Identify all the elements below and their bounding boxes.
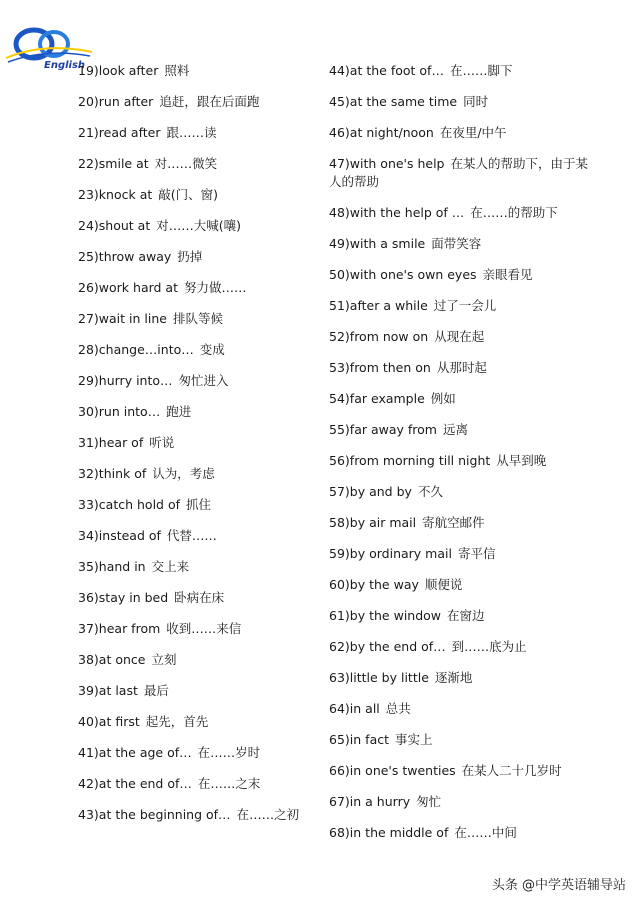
entry-meaning: 追赶，跟在后面跑 bbox=[159, 94, 260, 109]
entry-number: 20) bbox=[78, 94, 99, 109]
phrase-entry bbox=[78, 620, 318, 651]
entry-phrase: with one's help bbox=[349, 156, 445, 171]
entry-meaning: 在……中间 bbox=[454, 825, 517, 840]
phrase-entry bbox=[78, 589, 318, 620]
entry-phrase: throw away bbox=[98, 249, 172, 264]
entry-meaning: 在窗边 bbox=[447, 608, 485, 623]
phrase-entry bbox=[329, 328, 599, 359]
entry-meaning: 跟……读 bbox=[166, 125, 217, 140]
entry-meaning: 听说 bbox=[149, 435, 175, 450]
entry-meaning: 事实上 bbox=[395, 732, 433, 747]
phrase-entry bbox=[329, 731, 599, 762]
entry-number: 30) bbox=[78, 404, 99, 419]
entry-phrase: knock at bbox=[98, 187, 153, 202]
entry-meaning: 在……之初 bbox=[236, 807, 300, 822]
entry-meaning: 从早到晚 bbox=[496, 453, 547, 468]
phrase-entry bbox=[78, 775, 318, 806]
entry-meaning: 立刻 bbox=[151, 652, 177, 667]
entry-meaning: 对……微笑 bbox=[154, 156, 218, 171]
entry-number: 42) bbox=[78, 776, 99, 791]
entry-number: 29) bbox=[78, 373, 99, 388]
entry-phrase: run after bbox=[98, 94, 154, 109]
entry-meaning: 同时 bbox=[463, 94, 489, 109]
phrase-entry bbox=[78, 279, 318, 310]
entry-phrase: stay in bed bbox=[98, 590, 169, 605]
phrase-entry bbox=[329, 514, 599, 545]
phrase-entry bbox=[329, 235, 599, 266]
phrase-entry bbox=[78, 651, 318, 682]
logo-text: English bbox=[44, 60, 86, 71]
entry-meaning: 抓住 bbox=[186, 497, 212, 512]
entry-meaning: 寄航空邮件 bbox=[422, 515, 485, 530]
entry-meaning: 在某人的帮助下，由于某人的帮助 bbox=[329, 156, 589, 189]
entry-number: 28) bbox=[78, 342, 99, 357]
entry-meaning: 在夜里/中午 bbox=[439, 125, 507, 140]
phrase-entry bbox=[329, 421, 599, 452]
entry-phrase: by ordinary mail bbox=[349, 546, 452, 561]
entry-number: 24) bbox=[78, 218, 99, 233]
entry-phrase: in fact bbox=[349, 732, 389, 747]
entry-number: 22) bbox=[78, 156, 99, 171]
entry-meaning: 顺便说 bbox=[424, 577, 463, 592]
entry-number: 51) bbox=[329, 298, 350, 313]
entry-number: 50) bbox=[329, 267, 350, 282]
entry-phrase: from morning till night bbox=[349, 453, 491, 468]
entry-meaning: 在某人二十几岁时 bbox=[461, 763, 562, 778]
entry-meaning: 努力做…… bbox=[184, 280, 247, 295]
entry-phrase: at last bbox=[98, 683, 138, 698]
entry-phrase: shout at bbox=[98, 218, 151, 233]
entry-phrase: by the end of… bbox=[349, 639, 446, 654]
entry-meaning: 敲(门、窗) bbox=[158, 187, 219, 202]
entry-number: 64) bbox=[329, 701, 350, 716]
phrase-list-left bbox=[78, 62, 318, 837]
phrase-entry bbox=[78, 310, 318, 341]
phrase-entry bbox=[78, 217, 318, 248]
phrase-entry bbox=[329, 359, 599, 390]
entry-phrase: by the way bbox=[349, 577, 419, 592]
entry-phrase: with a smile bbox=[349, 236, 426, 251]
entry-phrase: change…into… bbox=[98, 342, 194, 357]
entry-number: 23) bbox=[78, 187, 99, 202]
entry-phrase: wait in line bbox=[98, 311, 167, 326]
phrase-entry bbox=[78, 341, 318, 372]
phrase-entry bbox=[329, 62, 599, 93]
entry-phrase: at the same time bbox=[349, 94, 458, 109]
phrase-entry bbox=[78, 465, 318, 496]
phrase-entry bbox=[78, 496, 318, 527]
phrase-entry bbox=[329, 545, 599, 576]
entry-phrase: far away from bbox=[349, 422, 437, 437]
entry-phrase: little by little bbox=[349, 670, 429, 685]
phrase-entry bbox=[78, 682, 318, 713]
entry-phrase: hand in bbox=[98, 559, 146, 574]
phrase-entry bbox=[78, 186, 318, 217]
phrase-entry bbox=[329, 762, 599, 793]
phrase-entry bbox=[78, 124, 318, 155]
entry-phrase: read after bbox=[98, 125, 161, 140]
entry-phrase: hear of bbox=[98, 435, 144, 450]
phrase-entry bbox=[78, 93, 318, 124]
entry-meaning: 交上来 bbox=[151, 559, 190, 574]
entry-meaning: 逐渐地 bbox=[434, 670, 473, 685]
entry-phrase: at the foot of… bbox=[349, 63, 444, 78]
entry-meaning: 过了一会儿 bbox=[433, 298, 497, 313]
entry-phrase: at once bbox=[98, 652, 146, 667]
phrase-entry bbox=[78, 806, 318, 837]
entry-meaning: 代替…… bbox=[166, 528, 217, 543]
entry-phrase: after a while bbox=[349, 298, 428, 313]
entry-number: 38) bbox=[78, 652, 99, 667]
entry-number: 33) bbox=[78, 497, 99, 512]
entry-phrase: in one's twenties bbox=[349, 763, 456, 778]
phrase-entry bbox=[78, 62, 318, 93]
entry-number: 57) bbox=[329, 484, 350, 499]
entry-meaning: 到……底为止 bbox=[451, 639, 527, 654]
entry-phrase: look after bbox=[98, 63, 159, 78]
entry-meaning: 面带笑容 bbox=[431, 236, 482, 251]
entry-number: 59) bbox=[329, 546, 350, 561]
entry-phrase: think of bbox=[98, 466, 147, 481]
entry-number: 66) bbox=[329, 763, 350, 778]
phrase-entry bbox=[78, 372, 318, 403]
entry-number: 40) bbox=[78, 714, 99, 729]
entry-number: 46) bbox=[329, 125, 350, 140]
phrase-entry bbox=[78, 248, 318, 279]
entry-number: 31) bbox=[78, 435, 99, 450]
entry-number: 41) bbox=[78, 745, 99, 760]
entry-meaning: 亲眼看见 bbox=[482, 267, 533, 282]
entry-phrase: by air mail bbox=[349, 515, 417, 530]
entry-number: 67) bbox=[329, 794, 350, 809]
entry-number: 49) bbox=[329, 236, 350, 251]
entry-meaning: 例如 bbox=[430, 391, 456, 406]
entry-number: 35) bbox=[78, 559, 99, 574]
phrase-entry bbox=[78, 155, 318, 186]
entry-meaning: 跑进 bbox=[166, 404, 192, 419]
phrase-entry bbox=[329, 452, 599, 483]
entry-phrase: by the window bbox=[349, 608, 442, 623]
entry-number: 32) bbox=[78, 466, 99, 481]
entry-meaning: 对……大喊(嚷) bbox=[156, 218, 242, 233]
watermark: 头条 @中学英语辅导站 bbox=[491, 878, 626, 893]
phrase-entry bbox=[78, 558, 318, 589]
entry-meaning: 总共 bbox=[385, 701, 411, 716]
phrase-entry bbox=[78, 403, 318, 434]
entry-meaning: 排队等候 bbox=[172, 311, 223, 326]
entry-number: 48) bbox=[329, 205, 350, 220]
entry-phrase: from then on bbox=[349, 360, 431, 375]
entry-phrase: in all bbox=[349, 701, 380, 716]
entry-number: 45) bbox=[329, 94, 350, 109]
entry-meaning: 照料 bbox=[164, 63, 190, 78]
entry-meaning: 起先，首先 bbox=[145, 714, 209, 729]
entry-number: 60) bbox=[329, 577, 350, 592]
entry-phrase: in the middle of bbox=[349, 825, 449, 840]
entry-number: 53) bbox=[329, 360, 350, 375]
phrase-entry bbox=[329, 93, 599, 124]
entry-meaning: 寄平信 bbox=[457, 546, 496, 561]
entry-phrase: run into… bbox=[98, 404, 161, 419]
entry-number: 54) bbox=[329, 391, 350, 406]
entry-number: 36) bbox=[78, 590, 99, 605]
phrase-entry bbox=[329, 390, 599, 421]
entry-meaning: 在……脚下 bbox=[449, 63, 513, 78]
entry-number: 55) bbox=[329, 422, 350, 437]
entry-number: 58) bbox=[329, 515, 350, 530]
entry-number: 21) bbox=[78, 125, 99, 140]
entry-meaning: 卧病在床 bbox=[174, 590, 225, 605]
entry-phrase: with one's own eyes bbox=[349, 267, 477, 282]
entry-meaning: 匆忙 bbox=[416, 794, 442, 809]
phrase-entry bbox=[78, 744, 318, 775]
phrase-entry bbox=[329, 483, 599, 514]
entry-meaning: 最后 bbox=[143, 683, 169, 698]
entry-number: 19) bbox=[78, 63, 99, 78]
entry-phrase: at the age of… bbox=[98, 745, 192, 760]
entry-number: 37) bbox=[78, 621, 99, 636]
entry-phrase: far example bbox=[349, 391, 425, 406]
entry-number: 63) bbox=[329, 670, 350, 685]
entry-phrase: with the help of … bbox=[349, 205, 465, 220]
phrase-list-right bbox=[329, 62, 599, 855]
phrase-entry bbox=[329, 266, 599, 297]
phrase-entry bbox=[329, 576, 599, 607]
entry-phrase: by and by bbox=[349, 484, 412, 499]
entry-number: 65) bbox=[329, 732, 350, 747]
entry-number: 44) bbox=[329, 63, 350, 78]
phrase-entry bbox=[78, 527, 318, 558]
entry-number: 43) bbox=[78, 807, 99, 822]
entry-phrase: instead of bbox=[98, 528, 161, 543]
entry-meaning: 在……岁时 bbox=[197, 745, 261, 760]
entry-meaning: 不久 bbox=[417, 484, 443, 499]
entry-phrase: at night/noon bbox=[349, 125, 434, 140]
entry-number: 68) bbox=[329, 825, 350, 840]
entry-number: 52) bbox=[329, 329, 350, 344]
entry-meaning: 匆忙进入 bbox=[178, 373, 229, 388]
entry-meaning: 从现在起 bbox=[434, 329, 485, 344]
phrase-entry bbox=[329, 700, 599, 731]
entry-meaning: 扔掉 bbox=[177, 249, 203, 264]
entry-meaning: 在……的帮助下 bbox=[470, 205, 558, 220]
entry-number: 56) bbox=[329, 453, 350, 468]
phrase-entry bbox=[329, 297, 599, 328]
entry-phrase: catch hold of bbox=[98, 497, 180, 512]
phrase-entry bbox=[78, 713, 318, 744]
entry-number: 62) bbox=[329, 639, 350, 654]
phrase-entry bbox=[78, 434, 318, 465]
entry-phrase: hear from bbox=[98, 621, 161, 636]
entry-phrase: in a hurry bbox=[349, 794, 411, 809]
entry-number: 27) bbox=[78, 311, 99, 326]
phrase-entry bbox=[329, 204, 599, 235]
entry-phrase: at the beginning of… bbox=[98, 807, 231, 822]
entry-number: 61) bbox=[329, 608, 350, 623]
entry-meaning: 认为，考虑 bbox=[152, 466, 215, 481]
phrase-entry bbox=[329, 793, 599, 824]
entry-meaning: 收到……来信 bbox=[166, 621, 242, 636]
entry-number: 26) bbox=[78, 280, 99, 295]
entry-meaning: 在……之末 bbox=[197, 776, 261, 791]
entry-number: 34) bbox=[78, 528, 99, 543]
entry-phrase: at the end of… bbox=[98, 776, 192, 791]
entry-number: 39) bbox=[78, 683, 99, 698]
phrase-entry bbox=[329, 669, 599, 700]
phrase-entry bbox=[329, 155, 599, 204]
phrase-entry bbox=[329, 824, 599, 855]
phrase-entry bbox=[329, 638, 599, 669]
entry-meaning: 从那时起 bbox=[436, 360, 487, 375]
entry-number: 47) bbox=[329, 156, 350, 171]
phrase-entry bbox=[329, 607, 599, 638]
entry-meaning: 远离 bbox=[442, 422, 468, 437]
entry-phrase: from now on bbox=[349, 329, 429, 344]
entry-phrase: at first bbox=[98, 714, 140, 729]
entry-phrase: work hard at bbox=[98, 280, 178, 295]
entry-phrase: smile at bbox=[98, 156, 149, 171]
entry-number: 25) bbox=[78, 249, 99, 264]
entry-phrase: hurry into… bbox=[98, 373, 173, 388]
entry-meaning: 变成 bbox=[199, 342, 225, 357]
phrase-entry bbox=[329, 124, 599, 155]
